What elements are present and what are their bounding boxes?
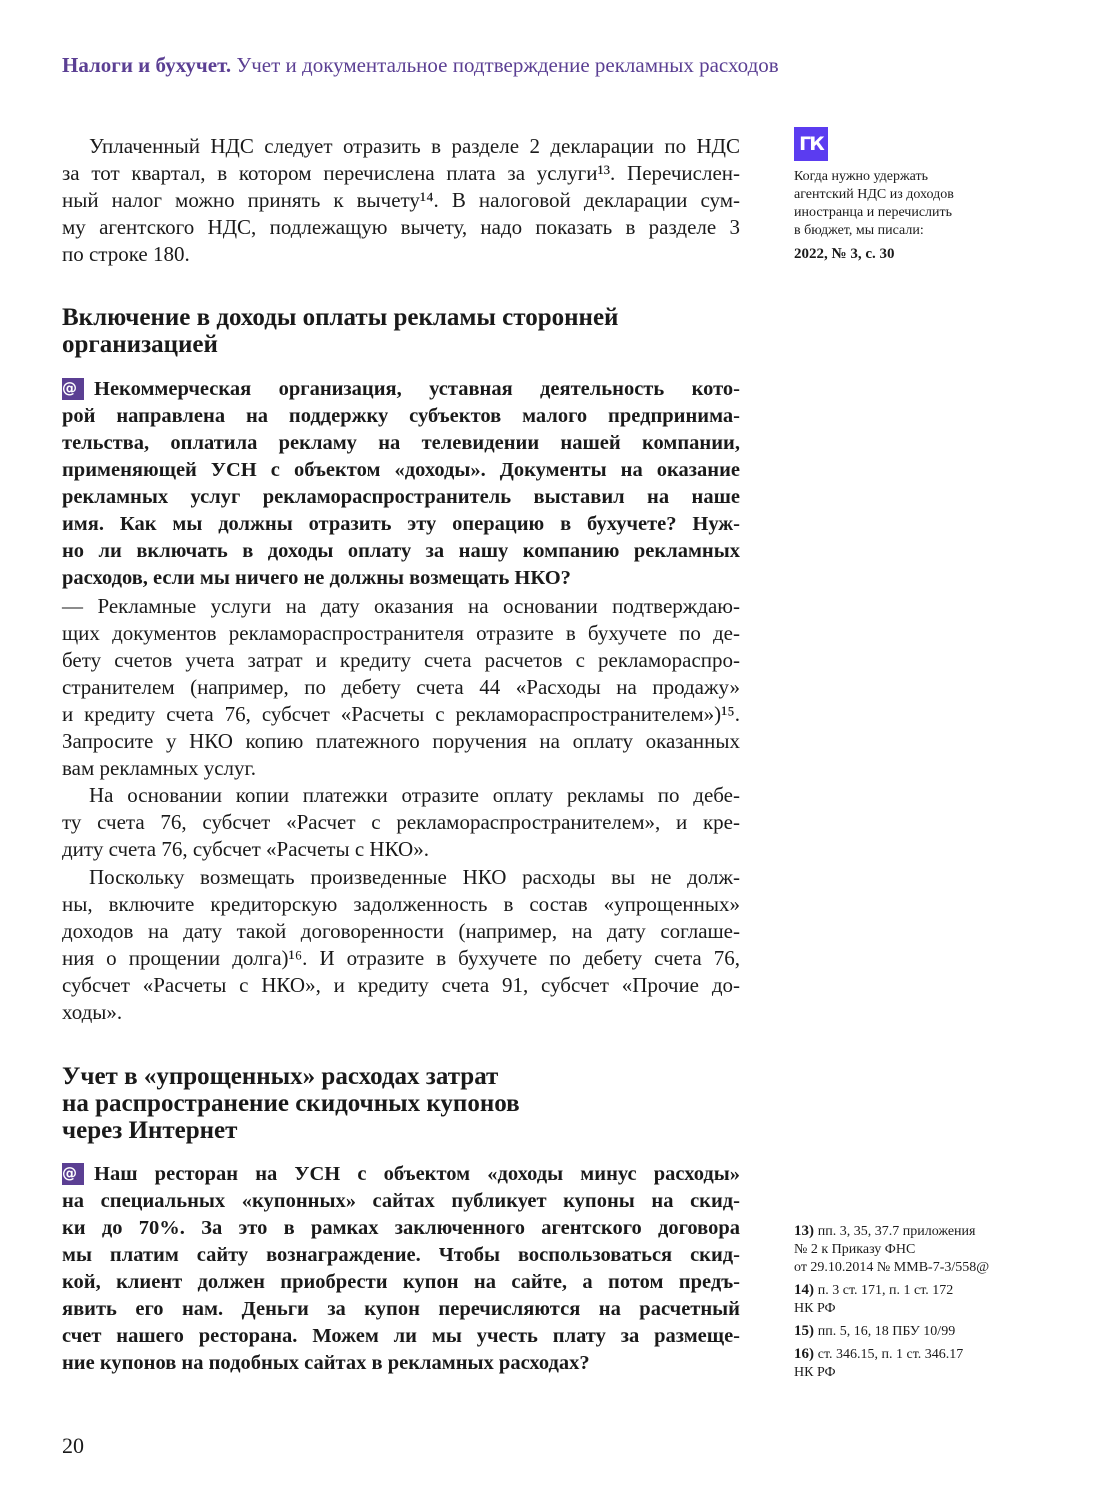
footnote xyxy=(794,1222,1034,1277)
text-line xyxy=(62,972,740,999)
text-line-content: тельства, оплатила рекламу на телевидении нашей компании, xyxy=(62,432,740,454)
footnote-line: НК РФ xyxy=(794,1365,836,1380)
text-line xyxy=(62,755,740,782)
question-at-icon: @ xyxy=(62,378,84,400)
text-line xyxy=(62,1188,740,1215)
footnote-line: 16) ст. 346.15, п. 1 ст. 346.17 xyxy=(794,1346,964,1362)
text-line-content: имя. Как мы должны отразить эту операцию в бухучете? Нуж- xyxy=(62,513,740,535)
text-line-content: ки до 70%. За это в рамках заключенного агентского договора xyxy=(62,1217,740,1239)
text-line xyxy=(62,782,740,809)
text-line xyxy=(62,945,740,972)
text-line-content: Включение в доходы оплаты рекламы сторонней xyxy=(62,304,619,331)
text-line-content: и кредиту счета 76, субсчет «Расчеты с рекламораспространителем»)¹⁵. xyxy=(62,702,740,726)
text-line-content: по строке 180. xyxy=(62,242,190,266)
text-line-content: кой, клиент должен приобрести купон на сайте, а потом предъ- xyxy=(62,1271,740,1293)
text-line-content: доходов на дату такой договоренности (например, на дату соглаше- xyxy=(62,919,740,943)
section-heading xyxy=(62,304,740,358)
text-line-content: организацией xyxy=(62,331,218,358)
text-line xyxy=(62,999,740,1026)
text-line-content: ный налог можно принять к вычету¹⁴. В налоговой декларации сум- xyxy=(62,188,740,212)
text-line xyxy=(62,538,740,565)
text-line-content: субсчет «Расчеты с НКО», и кредиту счета 91, субсчет «Прочие до- xyxy=(62,973,740,997)
text-line-content: на распространение скидочных купонов xyxy=(62,1090,520,1117)
text-line xyxy=(62,1063,740,1090)
question xyxy=(62,376,740,592)
text-line xyxy=(62,241,740,268)
footnote-line: НК РФ xyxy=(794,1301,836,1316)
text-line xyxy=(62,1323,740,1350)
text-line xyxy=(62,457,740,484)
text-line xyxy=(62,1215,740,1242)
paragraph xyxy=(62,864,740,1026)
text-line-content: мы платим сайту вознаграждение. Чтобы воспользоваться скид- xyxy=(62,1244,740,1266)
text-line-content: ту счета 76, субсчет «Расчет с рекламораспространителем», и кре- xyxy=(62,810,740,834)
text-line xyxy=(62,430,740,457)
text-line-content: диту счета 76, субсчет «Расчеты с НКО». xyxy=(62,837,429,861)
text-line xyxy=(62,376,740,403)
text-line xyxy=(62,484,740,511)
text-line-content: ходы». xyxy=(62,1000,123,1024)
text-line-content: вам рекламных услуг. xyxy=(62,756,257,780)
text-line-content: На основании копии платежки отразите оплату рекламы по дебе- xyxy=(89,783,740,807)
text-line-content: явить его нам. Деньги за купон перечисляются на расчетный xyxy=(62,1298,740,1320)
text-line xyxy=(62,593,740,620)
text-line xyxy=(62,214,740,241)
footnote-line: № 2 к Приказу ФНС xyxy=(794,1242,916,1257)
footnote xyxy=(794,1281,1034,1318)
sidebar-note-line: в бюджет, мы писали: xyxy=(794,223,924,238)
text-line xyxy=(62,187,740,214)
text-line-content: му агентского НДС, подлежащую вычету, надо показать в разделе 3 xyxy=(62,215,740,239)
footnote-number: 14) xyxy=(794,1282,818,1298)
running-header xyxy=(62,53,779,78)
text-line-content: применяющей УСН с объектом «доходы». Документы на оказание xyxy=(62,459,740,481)
footnote-number: 13) xyxy=(794,1223,818,1239)
text-line-content: но ли включать в доходы оплату за нашу компанию рекламных xyxy=(62,540,740,562)
sidebar-note xyxy=(794,168,1034,263)
footnote-line: от 29.10.2014 № ММВ-7-3/558@ xyxy=(794,1260,990,1275)
header-title: Учет и документальное подтверждение рекламных расходов xyxy=(236,53,779,77)
text-line-content: ны, включите кредиторскую задолженность в состав «упрощенных» xyxy=(62,892,740,916)
text-line-content: Поскольку возмещать произведенные НКО расходы вы не долж- xyxy=(89,865,740,889)
text-line xyxy=(62,674,740,701)
text-line xyxy=(62,647,740,674)
text-line xyxy=(62,620,740,647)
text-line xyxy=(62,918,740,945)
text-line xyxy=(62,1350,740,1377)
footnote-number: 15) xyxy=(794,1323,818,1339)
sidebar-note-line: агентский НДС из доходов xyxy=(794,187,954,202)
text-line-content: через Интернет xyxy=(62,1117,238,1144)
paragraph xyxy=(62,782,740,863)
text-line-content: на специальных «купонных» сайтах публикует купоны на скид- xyxy=(62,1190,740,1212)
text-line xyxy=(62,133,740,160)
text-line xyxy=(62,1090,740,1117)
paragraph xyxy=(62,133,740,268)
section-heading xyxy=(62,1063,740,1144)
footnotes xyxy=(794,1222,1034,1386)
question xyxy=(62,1161,740,1377)
sidebar-reference: 2022, № 3, с. 30 xyxy=(794,246,895,262)
text-line-content: странителем (например, по дебету счета 44 «Расходы на продажу» xyxy=(62,675,740,699)
question-at-icon: @ xyxy=(62,1163,84,1185)
text-line-content: счет нашего ресторана. Можем ли мы учесть плату за размеще- xyxy=(62,1325,740,1347)
sidebar-note-line: иностранца и перечислить xyxy=(794,205,953,220)
text-line-content: щих документов рекламораспространителя отразите в бухучете по де- xyxy=(62,621,740,645)
text-line xyxy=(62,331,740,358)
text-line xyxy=(62,1296,740,1323)
text-line xyxy=(62,1117,740,1144)
text-line xyxy=(62,891,740,918)
text-line xyxy=(62,728,740,755)
text-line xyxy=(62,836,740,863)
sidebar-note-line: Когда нужно удержать xyxy=(794,169,928,184)
text-line xyxy=(62,1269,740,1296)
text-line xyxy=(62,701,740,728)
footnote-line: 13) пп. 3, 35, 37.7 приложения xyxy=(794,1223,976,1239)
text-line-content: за тот квартал, в котором перечислена плата за услуги¹³. Перечислен- xyxy=(62,161,740,185)
header-section: Налоги и бухучет. xyxy=(62,53,232,77)
magazine-logo-icon: ГК xyxy=(794,127,828,161)
page-number: 20 xyxy=(62,1433,84,1458)
footnote xyxy=(794,1322,1034,1341)
text-line xyxy=(62,403,740,430)
text-line-content: Некоммерческая организация, уставная деятельность кото- xyxy=(94,378,740,400)
text-line-content: расходов, если мы ничего не должны возмещать НКО? xyxy=(62,567,571,589)
text-line-content: рой направлена на поддержку субъектов малого предпринима- xyxy=(62,405,740,427)
text-line xyxy=(62,511,740,538)
text-line-content: Уплаченный НДС следует отразить в разделе 2 декларации по НДС xyxy=(89,134,740,158)
footnote xyxy=(794,1345,1034,1382)
text-line xyxy=(62,304,740,331)
text-line xyxy=(62,565,740,592)
footnote-number: 16) xyxy=(794,1346,818,1362)
text-line-content: Учет в «упрощенных» расходах затрат xyxy=(62,1063,499,1090)
text-line xyxy=(62,809,740,836)
text-line-content: ние купонов на подобных сайтах в рекламных расходах? xyxy=(62,1352,590,1374)
text-line xyxy=(62,864,740,891)
text-line-content: ния о прощении долга)¹⁶. И отразите в бухучете по дебету счета 76, xyxy=(62,946,740,970)
text-line-content: — Рекламные услуги на дату оказания на основании подтверждаю- xyxy=(62,594,740,618)
text-line xyxy=(62,1161,740,1188)
text-line-content: бету счетов учета затрат и кредиту счета расчетов с рекламораспро- xyxy=(62,648,740,672)
text-line xyxy=(62,1242,740,1269)
text-line-content: рекламных услуг рекламораспространитель выставил на наше xyxy=(62,486,740,508)
paragraph xyxy=(62,593,740,782)
text-line xyxy=(62,160,740,187)
footnote-line: 14) п. 3 ст. 171, п. 1 ст. 172 xyxy=(794,1282,954,1298)
footnote-line: 15) пп. 5, 16, 18 ПБУ 10/99 xyxy=(794,1323,956,1339)
text-line-content: Наш ресторан на УСН с объектом «доходы минус расходы» xyxy=(94,1163,740,1185)
text-line-content: Запросите у НКО копию платежного поручения на оплату оказанных xyxy=(62,729,740,753)
